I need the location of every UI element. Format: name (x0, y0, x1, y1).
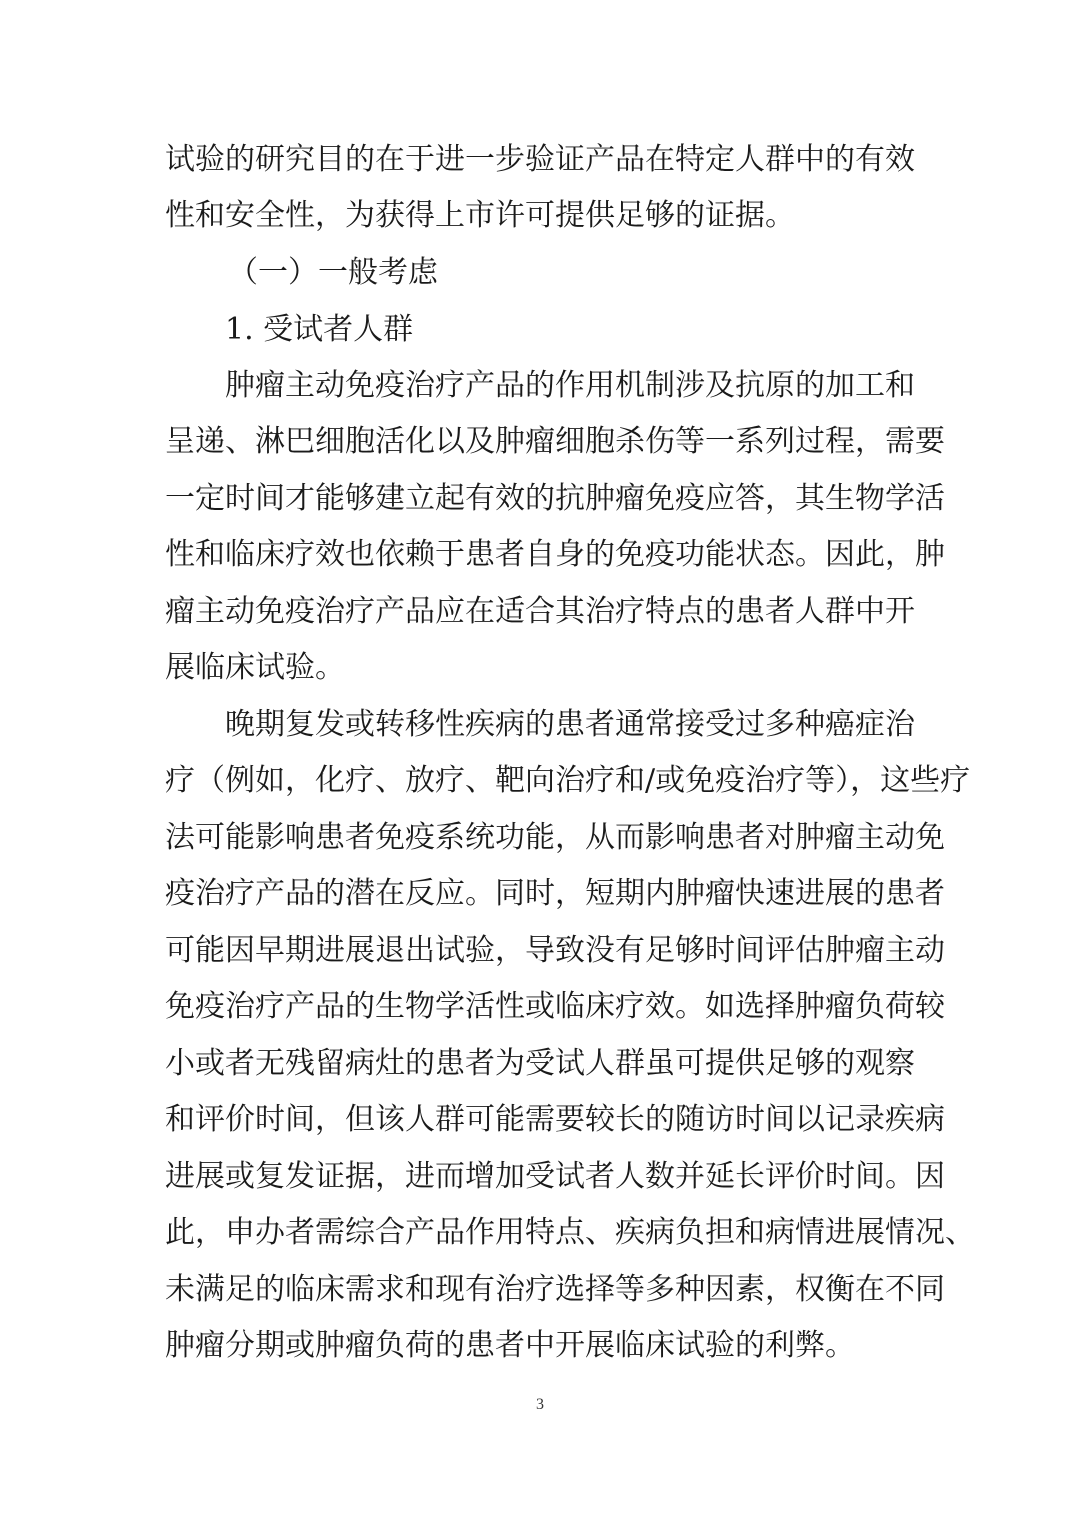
paragraph1-line-2: 呈递、淋巴细胞活化以及肿瘤细胞杀伤等一系列过程，需要 (165, 424, 945, 459)
paragraph2-line-8: 和评价时间，但该人群可能需要较长的随访时间以记录疾病 (165, 1102, 945, 1137)
paragraph2-line-7: 小或者无残留病灶的患者为受试人群虽可提供足够的观察 (165, 1046, 915, 1081)
section-subheading: 1. 受试者人群 (225, 312, 414, 347)
paragraph2-line-9: 进展或复发证据，进而增加受试者人数并延长评价时间。因 (165, 1159, 945, 1194)
intro-line-1: 试验的研究目的在于进一步验证产品在特定人群中的有效 (165, 142, 915, 177)
paragraph1-line-5: 瘤主动免疫治疗产品应在适合其治疗特点的患者人群中开 (165, 594, 915, 629)
paragraph2-line-4: 疫治疗产品的潜在反应。同时，短期内肿瘤快速进展的患者 (165, 876, 945, 911)
paragraph2-line-3: 法可能影响患者免疫系统功能，从而影响患者对肿瘤主动免 (165, 820, 945, 855)
paragraph2-line-1: 晚期复发或转移性疾病的患者通常接受过多种癌症治 (225, 707, 915, 742)
section-heading: （一）一般考虑 (228, 255, 438, 290)
paragraph2-line-2: 疗（例如，化疗、放疗、靶向治疗和/或免疫治疗等），这些疗 (165, 763, 971, 798)
intro-line-2: 性和安全性，为获得上市许可提供足够的证据。 (165, 198, 795, 233)
page-number: 3 (536, 1396, 544, 1413)
paragraph2-line-5: 可能因早期进展退出试验，导致没有足够时间评估肿瘤主动 (165, 933, 945, 968)
paragraph2-line-6: 免疫治疗产品的生物学活性或临床疗效。如选择肿瘤负荷较 (165, 989, 945, 1024)
paragraph1-line-4: 性和临床疗效也依赖于患者自身的免疫功能状态。因此，肿 (165, 537, 945, 572)
paragraph2-line-11: 未满足的临床需求和现有治疗选择等多种因素，权衡在不同 (165, 1272, 945, 1307)
paragraph2-line-10: 此，申办者需综合产品作用特点、疾病负担和病情进展情况、 (165, 1215, 975, 1250)
paragraph2-line-12: 肿瘤分期或肿瘤负荷的患者中开展临床试验的利弊。 (165, 1328, 855, 1363)
paragraph1-line-6: 展临床试验。 (165, 650, 345, 685)
paragraph1-line-3: 一定时间才能够建立起有效的抗肿瘤免疫应答，其生物学活 (165, 481, 945, 516)
paragraph1-line-1: 肿瘤主动免疫治疗产品的作用机制涉及抗原的加工和 (225, 368, 915, 403)
